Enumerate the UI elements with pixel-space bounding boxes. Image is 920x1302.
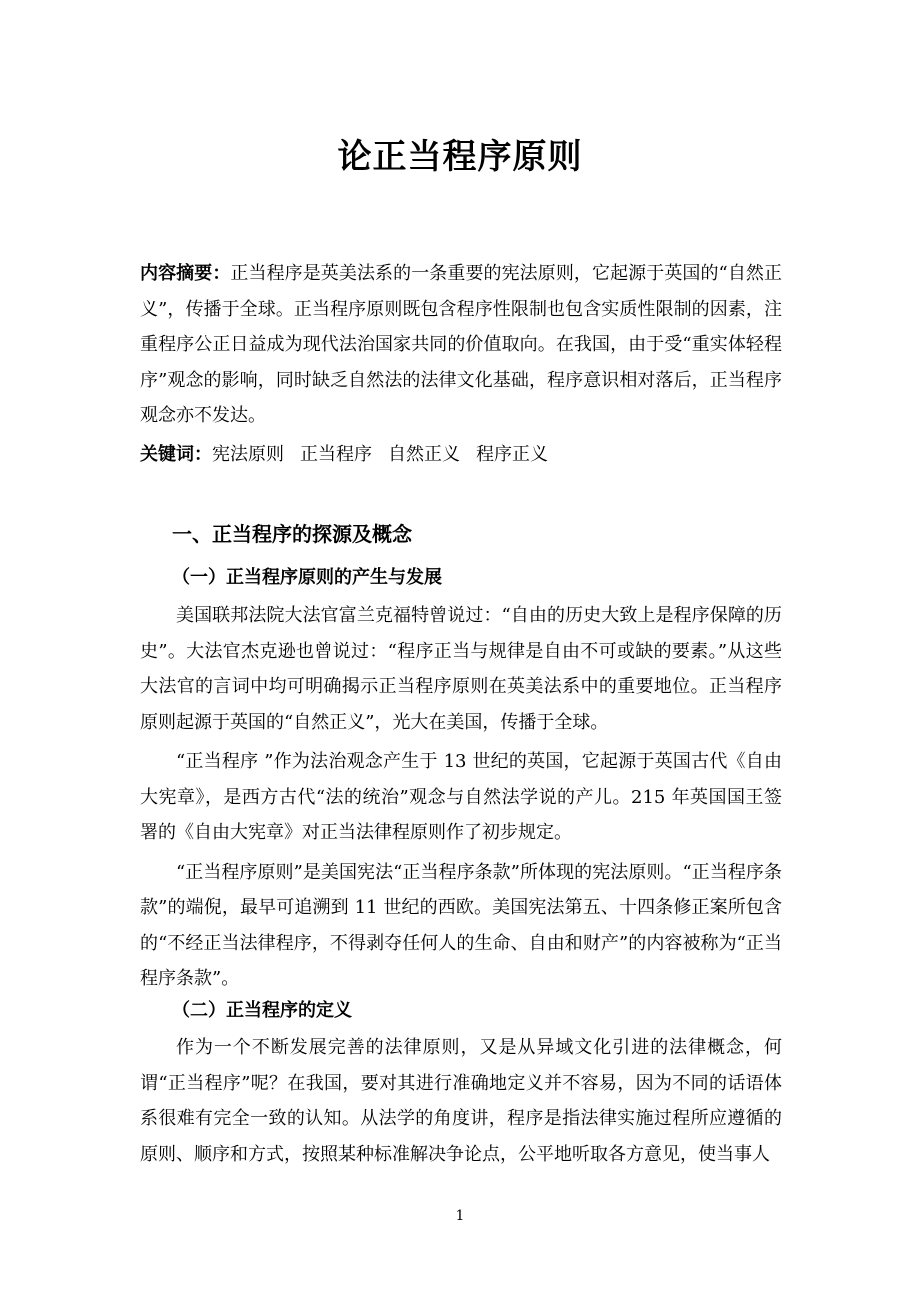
- document-title: 论正当程序原则: [337, 137, 583, 177]
- paragraph: 作为一个不断发展完善的法律原则，又是从异域文化引进的法律概念，何谓“正当程序”呢？在我国，要对其进行准确地定义并不容易，因为不同的话语体系很难有完全一致的认知。从法学的角度讲，程序是指法律实施过程所应遵循的原则、顺序和方式，按照某种标准解决争论点，公平地听取各方意见，使当事人: [140, 1037, 782, 1165]
- abstract-text: 正当程序是英美法系的一条重要的宪法原则，它起源于英国的“自然正义”，传播于全球。正当程序原则既包含程序性限制也包含实质性限制的因素，注重程序公正日益成为现代法治国家共同的价值取向。在我国，由于受“重实体轻程序”观念的影响，同时缺乏自然法的法律文化基础，程序意识相对落后，正当程序观念亦不发达。: [140, 263, 783, 426]
- keyword-item: 程序正义: [476, 444, 548, 465]
- subsection-body: [140, 598, 782, 1001]
- section-heading: 一、正当程序的探源及概念: [172, 522, 412, 546]
- paragraph: “正当程序原则”是美国宪法“正当程序条款”所体现的宪法原则。“正当程序条款”的端倪，最早可追溯到 11 世纪的西欧。美国宪法第五、十四条修正案所包含的“不经正当法律程序，不得剥夺任何人的生命、自由和财产”的内容被称为“正当程序条款”。: [140, 861, 782, 989]
- subsection-heading: （一）正当程序原则的产生与发展: [172, 567, 442, 588]
- keyword-item: 正当程序: [300, 444, 372, 465]
- page-number: 1: [455, 1208, 465, 1224]
- keywords: [140, 437, 782, 472]
- abstract: [140, 256, 782, 434]
- paragraph: 美国联邦法院大法官富兰克福特曾说过：“自由的历史大致上是程序保障的历史”。大法官杰克逊也曾说过：“程序正当与规律是自由不可或缺的要素。”从这些大法官的言词中均可明确揭示正当程序原则在英美法系中的重要地位。正当程序原则起源于英国的“自然正义”，光大在美国，传播于全球。: [140, 605, 782, 733]
- paragraph: “正当程序 ”作为法治观念产生于 13 世纪的英国，它起源于英国古代《自由大宪章》，是西方古代“法的统治”观念与自然法学说的产儿。215 年英国国王签署的《自由大宪章》对正当法律程原则作了初步规定。: [140, 751, 782, 843]
- subsection-heading: （二）正当程序的定义: [172, 1000, 352, 1021]
- keyword-item: 自然正义: [388, 444, 460, 465]
- keywords-label: 关键词：: [140, 444, 212, 465]
- subsection-body: [140, 1030, 782, 1176]
- abstract-label: 内容摘要：: [140, 263, 231, 284]
- keyword-item: 宪法原则: [212, 444, 284, 465]
